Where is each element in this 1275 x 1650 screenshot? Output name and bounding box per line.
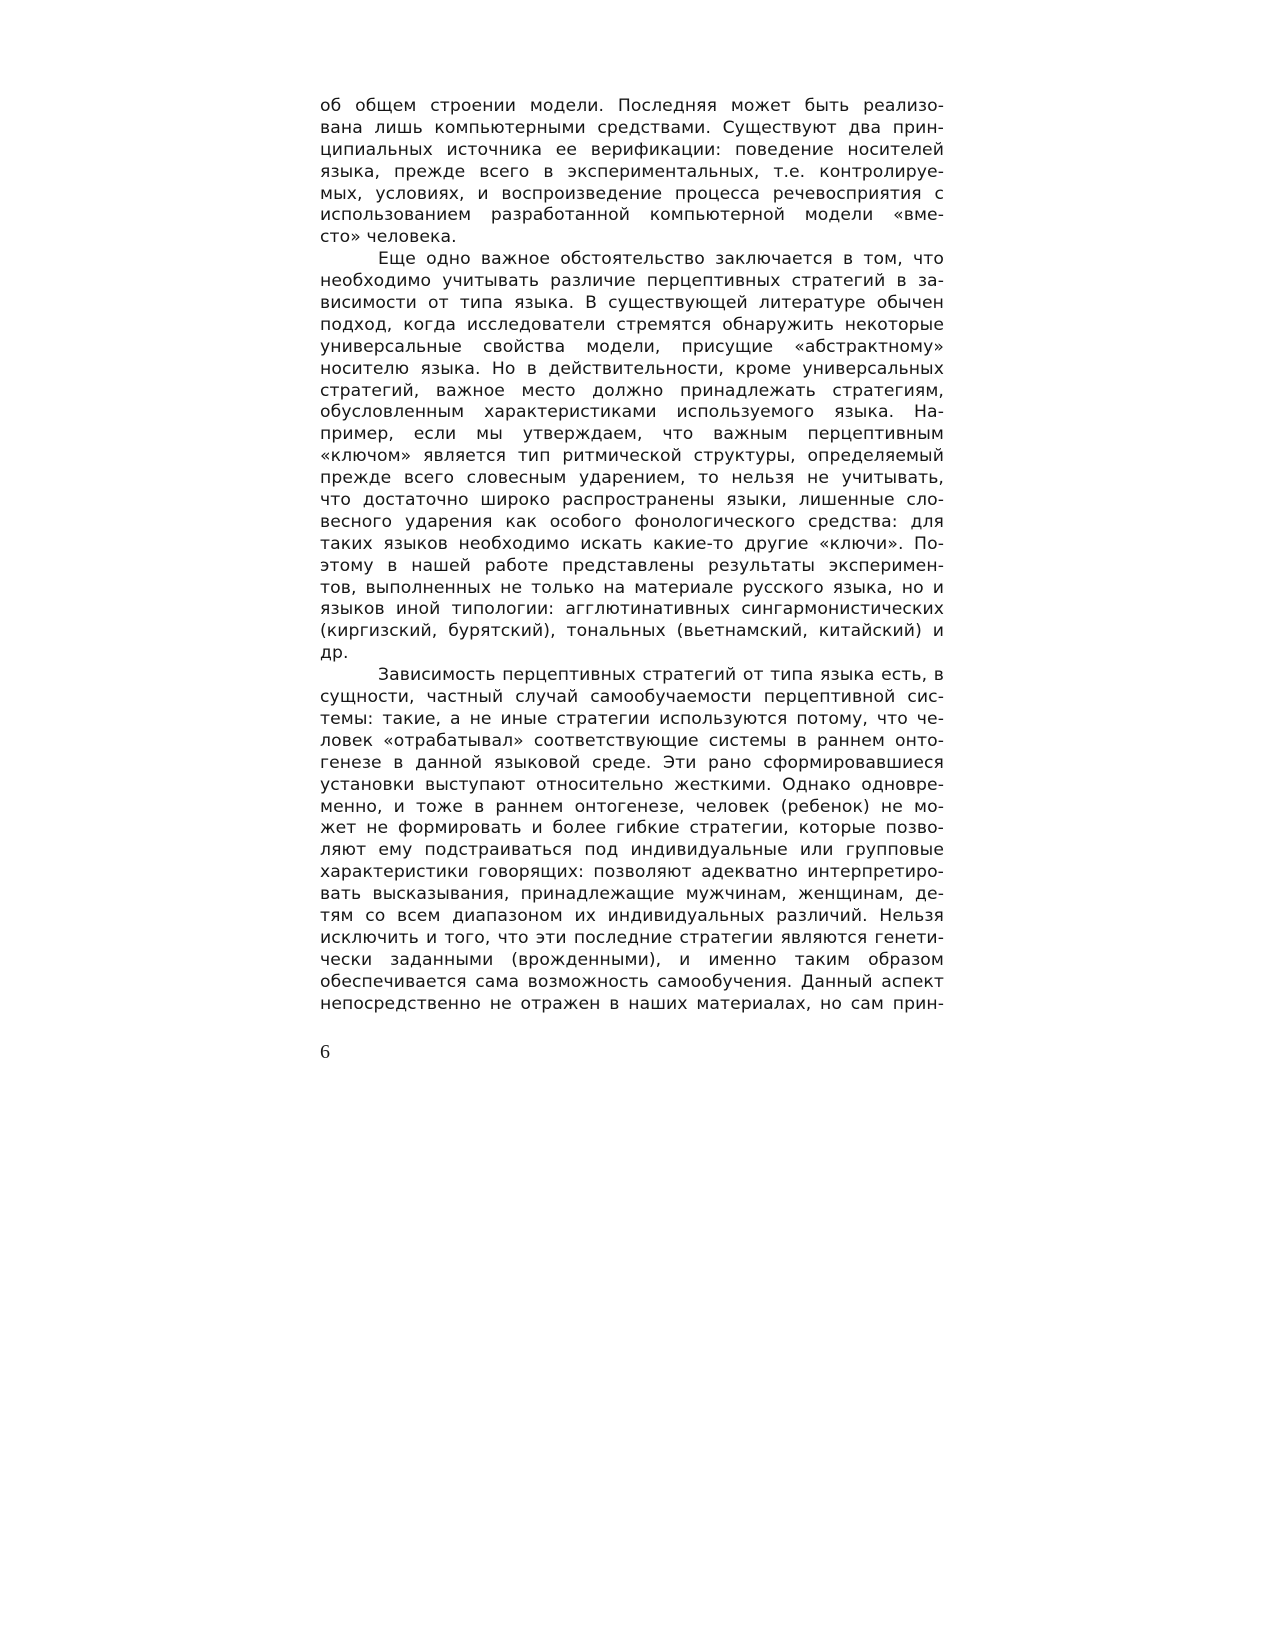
paragraph-2 (320, 249, 944, 665)
text-line: висимости от типа языка. В существующей литературе обычен (320, 293, 944, 314)
text-line: пример, если мы утверждаем, что важным перцептивным (320, 424, 944, 445)
text-line: жет не формировать и более гибкие стратегии, которые позво- (320, 818, 944, 839)
text-line: стратегий, важное место должно принадлежать стратегиям, (320, 380, 944, 401)
text-line: весного ударения как особого фонологического средства: для (320, 511, 944, 532)
text-line: носителю языка. Но в действительности, кроме универсальных (320, 358, 944, 379)
text-line: «ключом» является тип ритмической структуры, определяемый (320, 446, 944, 467)
text-line: языков иной типологии: агглютинативных сингармонистических (320, 599, 944, 620)
page-number: 6 (320, 1041, 330, 1063)
text-line: тов, выполненных не только на материале русского языка, но и (320, 577, 944, 598)
text-line: прежде всего словесным ударением, то нельзя не учитывать, (320, 468, 944, 489)
paragraph-3 (320, 665, 944, 1015)
text-line: обусловленным характеристиками используемого языка. На- (320, 402, 944, 423)
text-line: исключить и того, что эти последние стратегии являются генети- (320, 927, 944, 948)
text-line: ляют ему подстраиваться под индивидуальные или групповые (320, 840, 944, 861)
text-line: языка, прежде всего в экспериментальных, т.е. контролируе- (320, 161, 944, 182)
text-line: тям со всем диапазоном их индивидуальных различий. Нельзя (320, 905, 944, 926)
text-line: сто» человека. (320, 227, 457, 248)
text-line: обеспечивается сама возможность самообучения. Данный аспект (320, 971, 944, 992)
text-line: необходимо учитывать различие перцептивных стратегий в за- (320, 271, 944, 292)
text-line: др. (320, 643, 349, 664)
text-line: использованием разработанной компьютерной модели «вме- (320, 205, 944, 226)
text-line: вать высказывания, принадлежащие мужчинам, женщинам, де- (320, 884, 944, 905)
text-line: что достаточно широко распространены языки, лишенные сло- (320, 490, 944, 511)
text-line: подход, когда исследователи стремятся обнаружить некоторые (320, 314, 944, 335)
text-line: установки выступают относительно жесткими. Однако одновре- (320, 774, 944, 795)
text-line: ловек «отрабатывал» соответствующие системы в раннем онто- (320, 730, 944, 751)
text-line: Зависимость перцептивных стратегий от типа языка есть, в (378, 665, 944, 686)
text-line: ципиальных источника ее верификации: поведение носителей (320, 139, 944, 160)
text-line: генезе в данной языковой среде. Эти рано сформировавшиеся (320, 752, 944, 773)
body-text (320, 96, 944, 1015)
text-line: этому в нашей работе представлены результаты эксперимен- (320, 555, 944, 576)
text-line: таких языков необходимо искать какие-то другие «ключи». По- (320, 533, 944, 554)
text-line: менно, и тоже в раннем онтогенезе, человек (ребенок) не мо- (320, 796, 944, 817)
paragraph-1 (320, 96, 944, 249)
text-line: (киргизский, бурятский), тональных (вьетнамский, китайский) и (320, 621, 944, 642)
text-line: темы: такие, а не иные стратегии используются потому, что че- (320, 708, 944, 729)
text-line: непосредственно не отражен в наших материалах, но сам прин- (320, 993, 944, 1014)
text-line: сущности, частный случай самообучаемости перцептивной сис- (320, 687, 944, 708)
text-line: характеристики говорящих: позволяют адекватно интерпретиро- (320, 862, 944, 883)
text-line: мых, условиях, и воспроизведение процесса речевосприятия с (320, 183, 944, 204)
text-line: об общем строении модели. Последняя может быть реализо- (320, 96, 944, 116)
text-line: Еще одно важное обстоятельство заключается в том, что (378, 249, 944, 270)
text-line: универсальные свойства модели, присущие «абстрактному» (320, 336, 944, 357)
text-line: чески заданными (врожденными), и именно таким образом (320, 949, 944, 970)
text-line: вана лишь компьютерными средствами. Существуют два прин- (320, 117, 944, 138)
